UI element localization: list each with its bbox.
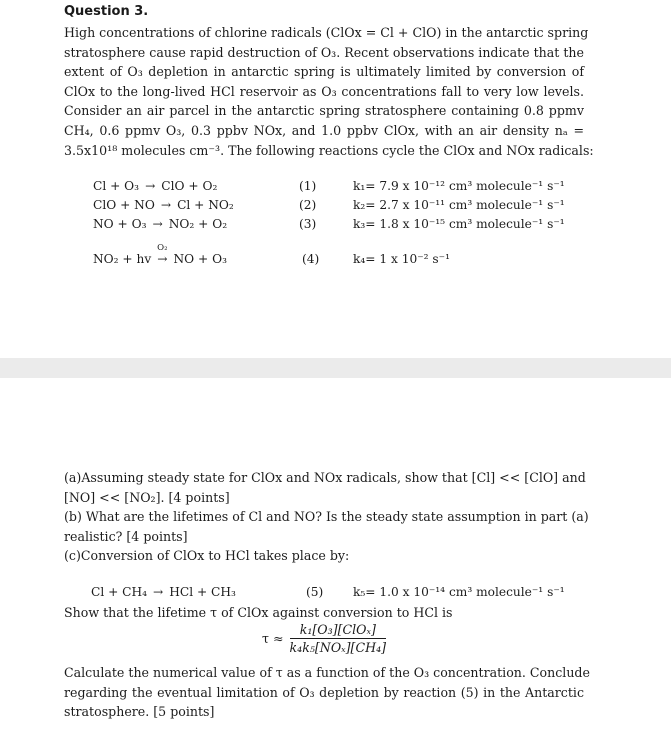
page-divider bbox=[0, 358, 671, 378]
intro-line: ClOx to the long-lived HCl reservoir as O₃ concentrations fall to very low levels. bbox=[64, 83, 584, 99]
reaction-rhs: NO₂ + O₂ bbox=[168, 217, 228, 231]
reaction-rhs: ClO + O₂ bbox=[161, 179, 218, 193]
final-line: regarding the eventual limitation of O₃ depletion by reaction (5) in the Antarctic bbox=[64, 684, 584, 700]
part-line: (a)Assuming steady state for ClOx and NOx radicals, show that [Cl] << [ClO] and bbox=[64, 470, 586, 485]
reaction-lhs: ClO + NO bbox=[93, 198, 155, 212]
reaction-4-rate: k₄= 1 x 10⁻² s⁻¹ bbox=[353, 252, 451, 266]
reaction-lhs: Cl + O₃ bbox=[93, 179, 140, 193]
part-line: (b) What are the lifetimes of Cl and NO? Is the steady state assumption in part (a) bbox=[64, 509, 589, 525]
reaction-1-equation bbox=[93, 179, 217, 193]
reaction-rhs: HCl + CH₃ bbox=[169, 585, 236, 599]
reaction-lhs: Cl + CH₄ bbox=[91, 585, 148, 599]
final-line: Calculate the numerical value of τ as a function of the O₃ concentration. Conclude bbox=[64, 665, 590, 680]
formula-lhs: τ ≈ bbox=[262, 631, 284, 646]
reaction-3-equation bbox=[93, 217, 227, 231]
reaction-lhs: NO + O₃ bbox=[93, 217, 147, 231]
reaction-4-number: (4) bbox=[302, 252, 320, 266]
arrow-icon: → bbox=[145, 179, 156, 193]
reaction-3-rate: k₃= 1.8 x 10⁻¹⁵ cm³ molecule⁻¹ s⁻¹ bbox=[353, 217, 565, 231]
intro-line: High concentrations of chlorine radicals (ClOx = Cl + ClO) in the antarctic spring bbox=[64, 25, 589, 40]
question-title: Question 3. bbox=[64, 4, 149, 19]
intro-line: 3.5x10¹⁸ molecules cm⁻³. The following reactions cycle the ClOx and NOx radicals: bbox=[64, 142, 594, 158]
reaction-3-number: (3) bbox=[299, 217, 317, 231]
lifetime-formula bbox=[262, 622, 386, 655]
arrow-icon: → bbox=[160, 198, 172, 212]
lifetime-line: Show that the lifetime τ of ClOx against conversion to HCl is bbox=[64, 605, 453, 620]
arrow-condition: O₂ bbox=[157, 243, 168, 253]
reaction-1-rate: k₁= 7.9 x 10⁻¹² cm³ molecule⁻¹ s⁻¹ bbox=[353, 179, 565, 193]
part-line: (c)Conversion of ClOx to HCl takes place by: bbox=[64, 548, 350, 564]
arrow-icon: → bbox=[152, 217, 163, 231]
formula-numerator: k₁[O₃][ClOₓ] bbox=[290, 622, 387, 639]
final-line: stratosphere. [5 points] bbox=[64, 704, 215, 720]
part-line: realistic? [4 points] bbox=[64, 528, 188, 544]
reaction-rhs: Cl + NO₂ bbox=[177, 198, 234, 212]
formula-denominator: k₄k₅[NOₓ][CH₄] bbox=[289, 640, 387, 655]
formula-fraction bbox=[290, 622, 387, 655]
reaction-5-equation bbox=[91, 585, 236, 599]
reaction-5-number: (5) bbox=[306, 585, 324, 599]
intro-line: stratosphere cause rapid destruction of O₃. Recent observations indicate that the bbox=[64, 44, 584, 60]
reaction-4-equation bbox=[93, 243, 227, 266]
reaction-2-number: (2) bbox=[299, 198, 317, 212]
reaction-5-rate: k₅= 1.0 x 10⁻¹⁴ cm³ molecule⁻¹ s⁻¹ bbox=[353, 585, 565, 599]
intro-paragraph bbox=[64, 23, 594, 160]
photolysis-arrow bbox=[157, 243, 168, 266]
reaction-2-equation bbox=[93, 198, 234, 212]
reaction-2-rate: k₂= 2.7 x 10⁻¹¹ cm³ molecule⁻¹ s⁻¹ bbox=[353, 198, 565, 212]
lifetime-statement bbox=[64, 603, 584, 623]
reaction-lhs: NO₂ + hv bbox=[93, 252, 152, 266]
intro-line: extent of O₃ depletion in antarctic spring is ultimately limited by conversion of bbox=[64, 64, 584, 80]
parts-paragraph bbox=[64, 468, 589, 566]
reaction-1-number: (1) bbox=[299, 179, 317, 193]
final-paragraph bbox=[64, 663, 590, 722]
part-line: [NO] << [NO₂]. [4 points] bbox=[64, 489, 230, 505]
intro-line: CH₄, 0.6 ppmv O₃, 0.3 ppbv NOx, and 1.0 ppbv ClOx, with an air density nₐ = bbox=[64, 122, 584, 138]
arrow-icon: → bbox=[157, 252, 168, 266]
reaction-rhs: NO + O₃ bbox=[173, 252, 227, 266]
arrow-icon: → bbox=[153, 585, 164, 599]
intro-line: Consider an air parcel in the antarctic spring stratosphere containing 0.8 ppmv bbox=[64, 103, 584, 119]
